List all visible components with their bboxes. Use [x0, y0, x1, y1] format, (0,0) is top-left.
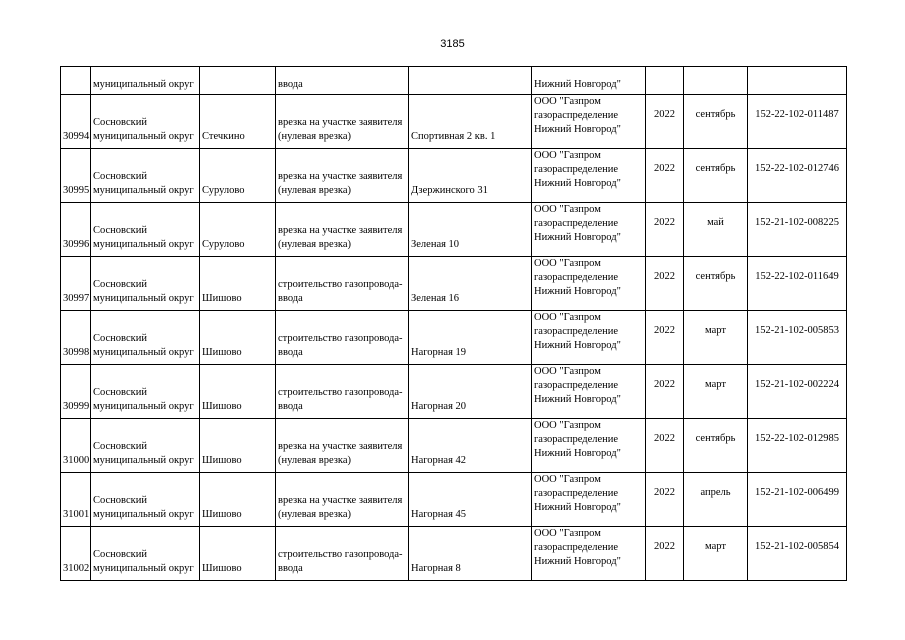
cell-year: 2022 [646, 473, 684, 527]
cell-address: Нагорная 8 [409, 527, 532, 581]
cell-year: 2022 [646, 149, 684, 203]
cell-work-type: строительство газопровода- ввода [276, 257, 409, 311]
cell-organization: ООО "Газпром газораспределение Нижний Новгород" [532, 203, 646, 257]
cell-month: май [684, 203, 748, 257]
cell-organization: ООО "Газпром газораспределение Нижний Новгород" [532, 95, 646, 149]
cell-locality: Шишово [200, 419, 276, 473]
table-row [61, 311, 847, 365]
cell-number: 30996 [61, 203, 91, 257]
cell-district: Сосновский муниципальный округ [91, 473, 200, 527]
cell-work-type: врезка на участке заявителя (нулевая врезка) [276, 149, 409, 203]
gas-connection-table [60, 66, 847, 581]
cell-number: 30994 [61, 95, 91, 149]
cell-code: 152-22-102-012746 [748, 149, 847, 203]
cell-year: 2022 [646, 365, 684, 419]
cell-work-type: врезка на участке заявителя (нулевая врезка) [276, 419, 409, 473]
cell-district: Сосновский муниципальный округ [91, 419, 200, 473]
cell-number: 31001 [61, 473, 91, 527]
cell-district: Сосновский муниципальный округ [91, 95, 200, 149]
cell-code: 152-22-102-011487 [748, 95, 847, 149]
cell-work-type: врезка на участке заявителя (нулевая врезка) [276, 473, 409, 527]
cell-work-type: ввода [276, 67, 409, 95]
cell-organization: ООО "Газпром газораспределение Нижний Новгород" [532, 527, 646, 581]
cell-address: Нагорная 19 [409, 311, 532, 365]
cell-address: Зеленая 16 [409, 257, 532, 311]
cell-address: Дзержинского 31 [409, 149, 532, 203]
table-row [61, 527, 847, 581]
cell-organization: ООО "Газпром газораспределение Нижний Новгород" [532, 419, 646, 473]
table-body [61, 67, 847, 581]
cell-year: 2022 [646, 95, 684, 149]
cell-year: 2022 [646, 203, 684, 257]
cell-month: март [684, 365, 748, 419]
cell-locality: Шишово [200, 311, 276, 365]
cell-month: сентябрь [684, 149, 748, 203]
cell-locality: Сурулово [200, 149, 276, 203]
cell-month: апрель [684, 473, 748, 527]
cell-organization: Нижний Новгород" [532, 67, 646, 95]
cell-organization: ООО "Газпром газораспределение Нижний Новгород" [532, 311, 646, 365]
cell-address: Нагорная 45 [409, 473, 532, 527]
cell-work-type: врезка на участке заявителя (нулевая врезка) [276, 95, 409, 149]
cell-locality [200, 67, 276, 95]
cell-locality: Сурулово [200, 203, 276, 257]
cell-address: Спортивная 2 кв. 1 [409, 95, 532, 149]
table-row [61, 473, 847, 527]
cell-number: 30997 [61, 257, 91, 311]
cell-organization: ООО "Газпром газораспределение Нижний Новгород" [532, 257, 646, 311]
cell-code: 152-21-102-002224 [748, 365, 847, 419]
cell-code: 152-22-102-011649 [748, 257, 847, 311]
cell-district: Сосновский муниципальный округ [91, 365, 200, 419]
cell-number: 30998 [61, 311, 91, 365]
cell-code: 152-21-102-006499 [748, 473, 847, 527]
page-number: 3185 [440, 38, 465, 50]
cell-month [684, 67, 748, 95]
table-row [61, 365, 847, 419]
cell-code: 152-21-102-008225 [748, 203, 847, 257]
cell-locality: Шишово [200, 257, 276, 311]
cell-address: Нагорная 20 [409, 365, 532, 419]
cell-locality: Стечкино [200, 95, 276, 149]
cell-month: март [684, 311, 748, 365]
cell-address: Нагорная 42 [409, 419, 532, 473]
cell-number: 31000 [61, 419, 91, 473]
table-row [61, 149, 847, 203]
cell-code: 152-21-102-005853 [748, 311, 847, 365]
cell-year: 2022 [646, 419, 684, 473]
cell-month: сентябрь [684, 419, 748, 473]
table-row [61, 419, 847, 473]
table-row-continued [61, 67, 847, 95]
cell-month: сентябрь [684, 95, 748, 149]
cell-year: 2022 [646, 257, 684, 311]
cell-work-type: строительство газопровода- ввода [276, 365, 409, 419]
cell-work-type: строительство газопровода- ввода [276, 311, 409, 365]
cell-number [61, 67, 91, 95]
cell-work-type: врезка на участке заявителя (нулевая врезка) [276, 203, 409, 257]
cell-number: 30995 [61, 149, 91, 203]
cell-district: Сосновский муниципальный округ [91, 311, 200, 365]
cell-number: 31002 [61, 527, 91, 581]
cell-code [748, 67, 847, 95]
cell-locality: Шишово [200, 365, 276, 419]
table-row [61, 203, 847, 257]
cell-district: Сосновский муниципальный округ [91, 257, 200, 311]
cell-district: Сосновский муниципальный округ [91, 527, 200, 581]
cell-year: 2022 [646, 527, 684, 581]
cell-code: 152-22-102-012985 [748, 419, 847, 473]
cell-locality: Шишово [200, 473, 276, 527]
cell-district: Сосновский муниципальный округ [91, 203, 200, 257]
cell-district: Сосновский муниципальный округ [91, 149, 200, 203]
cell-month: сентябрь [684, 257, 748, 311]
table-row [61, 95, 847, 149]
cell-month: март [684, 527, 748, 581]
cell-address: Зеленая 10 [409, 203, 532, 257]
cell-year [646, 67, 684, 95]
table-row [61, 257, 847, 311]
cell-code: 152-21-102-005854 [748, 527, 847, 581]
cell-organization: ООО "Газпром газораспределение Нижний Новгород" [532, 149, 646, 203]
cell-organization: ООО "Газпром газораспределение Нижний Новгород" [532, 473, 646, 527]
cell-year: 2022 [646, 311, 684, 365]
cell-work-type: строительство газопровода- ввода [276, 527, 409, 581]
cell-organization: ООО "Газпром газораспределение Нижний Новгород" [532, 365, 646, 419]
cell-number: 30999 [61, 365, 91, 419]
cell-address [409, 67, 532, 95]
cell-district: муниципальный округ [91, 67, 200, 95]
cell-locality: Шишово [200, 527, 276, 581]
